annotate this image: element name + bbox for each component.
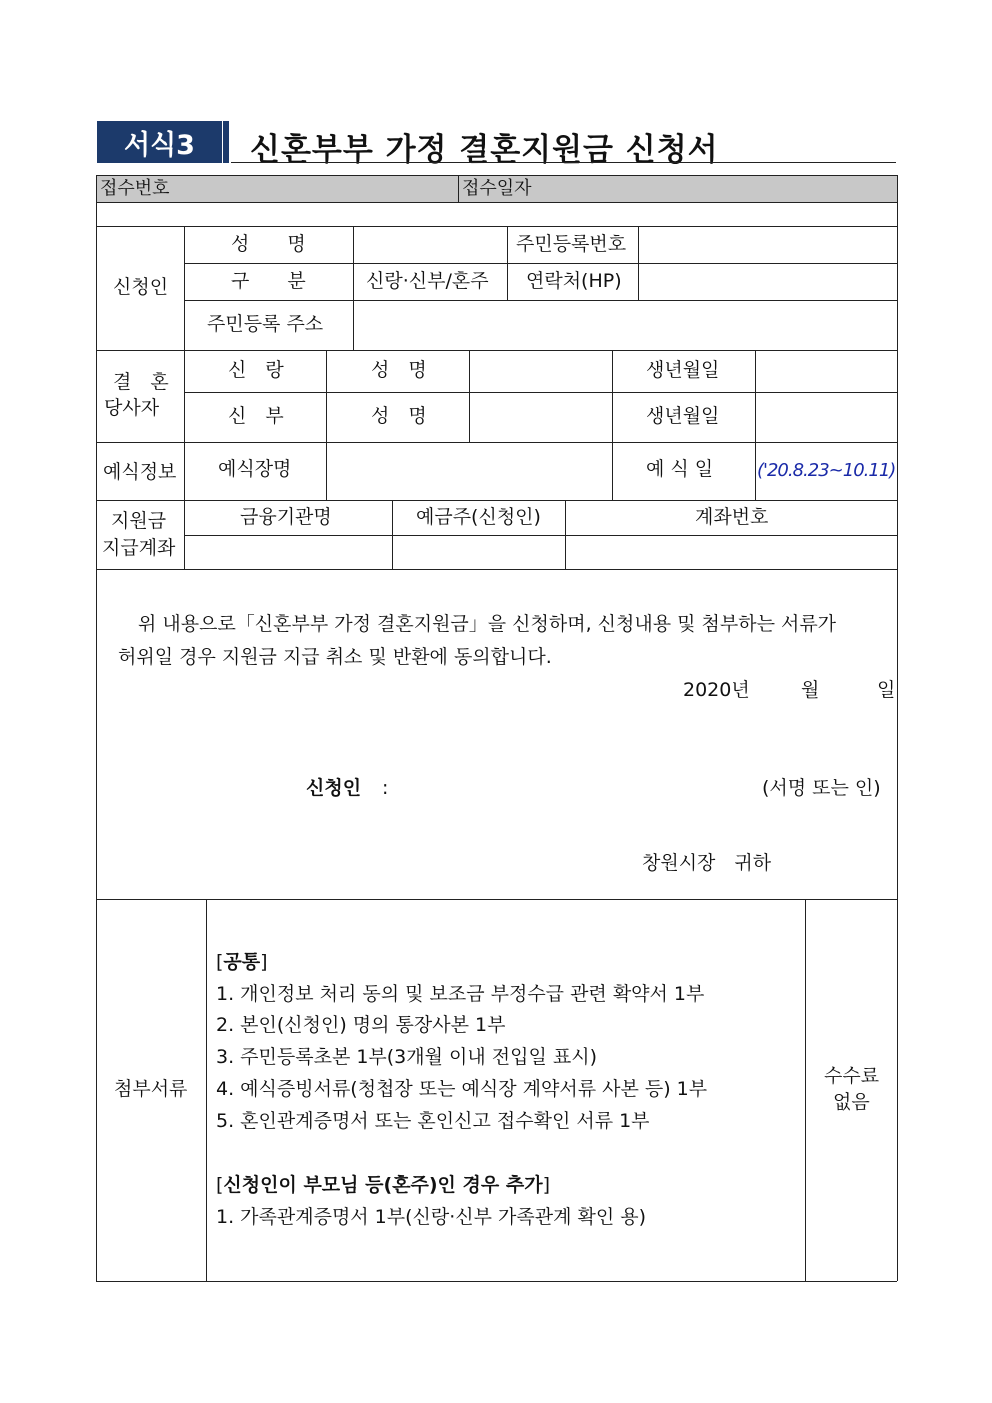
fee-line-2: 없음	[833, 1091, 870, 1113]
table-border-top	[96, 175, 897, 176]
signature-field[interactable]	[400, 770, 750, 806]
extra-header-text: 신청인이 부모님 등(혼주)인 경우 추가	[223, 1174, 543, 1196]
date-day: 일	[877, 679, 896, 701]
groom-name-field[interactable]	[471, 352, 610, 390]
table-line	[184, 263, 897, 264]
bank-label: 금융기관명	[240, 506, 332, 528]
couple-section-label-2: 당사자	[104, 397, 160, 419]
applicant-category-label: 구 분	[231, 270, 306, 292]
table-line	[96, 569, 897, 570]
signer-colon: :	[382, 777, 389, 799]
form-number-badge	[97, 121, 222, 163]
table-border-right	[897, 175, 898, 1281]
account-holder-label: 예금주(신청인)	[416, 506, 541, 528]
attachment-item-1: 1. 개인정보 처리 동의 및 보조금 부정수급 관련 확약서 1부	[216, 983, 705, 1005]
applicant-category-value: 신랑·신부/혼주	[366, 270, 489, 292]
applicant-id-number-label: 주민등록번호	[516, 233, 627, 255]
common-header-text: 공통	[223, 951, 261, 973]
declaration-line-1: 위 내용으로「신혼부부 가정 결혼지원금」을 신청하며, 신청내용 및 첨부하는 서류가	[138, 613, 837, 635]
wedding-section-label: 예식정보	[103, 461, 177, 483]
badge-accent-bar	[223, 121, 229, 163]
account-number-label: 계좌번호	[695, 506, 769, 528]
declaration-line-2: 허위일 경우 지원금 지급 취소 및 반환에 동의합니다.	[118, 646, 552, 668]
applicant-contact-field[interactable]	[640, 265, 895, 299]
attachments-extra-header: [신청인이 부모님 등(혼주)인 경우 추가]	[216, 1174, 550, 1196]
table-line	[326, 350, 327, 500]
page-title: 신혼부부 가정 결혼지원금 신청서	[250, 132, 719, 168]
table-line	[184, 226, 185, 569]
table-line	[184, 535, 897, 536]
table-line	[353, 226, 354, 350]
applicant-name-field[interactable]	[355, 228, 505, 262]
table-line	[565, 500, 566, 569]
table-line	[206, 899, 207, 1281]
bride-birth-label: 생년월일	[646, 405, 720, 427]
account-number-field[interactable]	[567, 537, 895, 568]
table-line	[96, 442, 897, 443]
attachments-common-header: [공통]	[216, 951, 268, 973]
groom-birth-field[interactable]	[757, 352, 895, 390]
table-line	[612, 350, 613, 500]
applicant-section-label: 신청인	[113, 276, 169, 298]
table-border-left	[96, 175, 97, 1281]
attachment-item-2: 2. 본인(신청인) 명의 통장사본 1부	[216, 1014, 506, 1036]
table-line	[507, 226, 508, 300]
wedding-venue-field[interactable]	[328, 444, 610, 498]
attachment-extra-item-1: 1. 가족관계증명서 1부(신랑·신부 가족관계 확인 용)	[216, 1206, 647, 1228]
applicant-id-number-field[interactable]	[640, 228, 895, 262]
receipt-date-label: 접수일자	[462, 178, 532, 199]
table-line	[638, 226, 639, 300]
table-line	[96, 202, 897, 203]
table-line	[96, 350, 897, 351]
date-month: 월	[801, 679, 820, 701]
table-line	[469, 350, 470, 442]
title-underline	[231, 162, 896, 163]
table-line	[184, 392, 897, 393]
table-border-bottom	[96, 1281, 897, 1282]
attachment-item-4: 4. 예식증빙서류(청첩장 또는 예식장 계약서류 사본 등) 1부	[216, 1078, 708, 1100]
receipt-number-label: 접수번호	[100, 178, 170, 199]
table-line	[96, 899, 897, 900]
form-number-label: 서식3	[124, 129, 195, 161]
wedding-date-label: 예 식 일	[646, 458, 714, 480]
attachment-item-3: 3. 주민등록초본 1부(3개월 이내 전입일 표시)	[216, 1046, 597, 1068]
attachments-section-label: 첨부서류	[114, 1078, 188, 1100]
bride-birth-field[interactable]	[757, 394, 895, 440]
table-line	[96, 500, 897, 501]
fee-line-1: 수수료	[824, 1065, 880, 1087]
recipient: 창원시장 귀하	[642, 852, 772, 874]
groom-birth-label: 생년월일	[646, 359, 720, 381]
applicant-name-label: 성 명	[231, 233, 306, 255]
bank-field[interactable]	[186, 537, 390, 568]
applicant-address-label: 주민등록 주소	[207, 313, 324, 335]
table-line	[458, 175, 459, 202]
account-section-label-1: 지원금	[111, 510, 167, 532]
bride-name-label: 성 명	[371, 405, 427, 427]
groom-label: 신 랑	[228, 359, 284, 381]
groom-name-label: 성 명	[371, 359, 427, 381]
applicant-address-field[interactable]	[355, 302, 895, 349]
date-year: 2020년	[683, 679, 750, 701]
applicant-contact-label: 연락처(HP)	[526, 270, 622, 292]
couple-section-label-1: 결 혼	[113, 371, 169, 393]
wedding-date-note: ('20.8.23~10.11)	[757, 460, 896, 481]
bride-name-field[interactable]	[471, 394, 610, 440]
account-section-label-2: 지급계좌	[102, 537, 176, 559]
table-line	[96, 226, 897, 227]
bride-label: 신 부	[228, 405, 284, 427]
signature-note: (서명 또는 인)	[762, 777, 881, 799]
signer-label: 신청인	[306, 777, 362, 799]
table-line	[805, 899, 806, 1281]
wedding-venue-label: 예식장명	[218, 458, 292, 480]
table-line	[184, 300, 897, 301]
account-holder-field[interactable]	[394, 537, 563, 568]
table-line	[392, 500, 393, 569]
table-line	[755, 350, 756, 500]
attachment-item-5: 5. 혼인관계증명서 또는 혼인신고 접수확인 서류 1부	[216, 1110, 650, 1132]
